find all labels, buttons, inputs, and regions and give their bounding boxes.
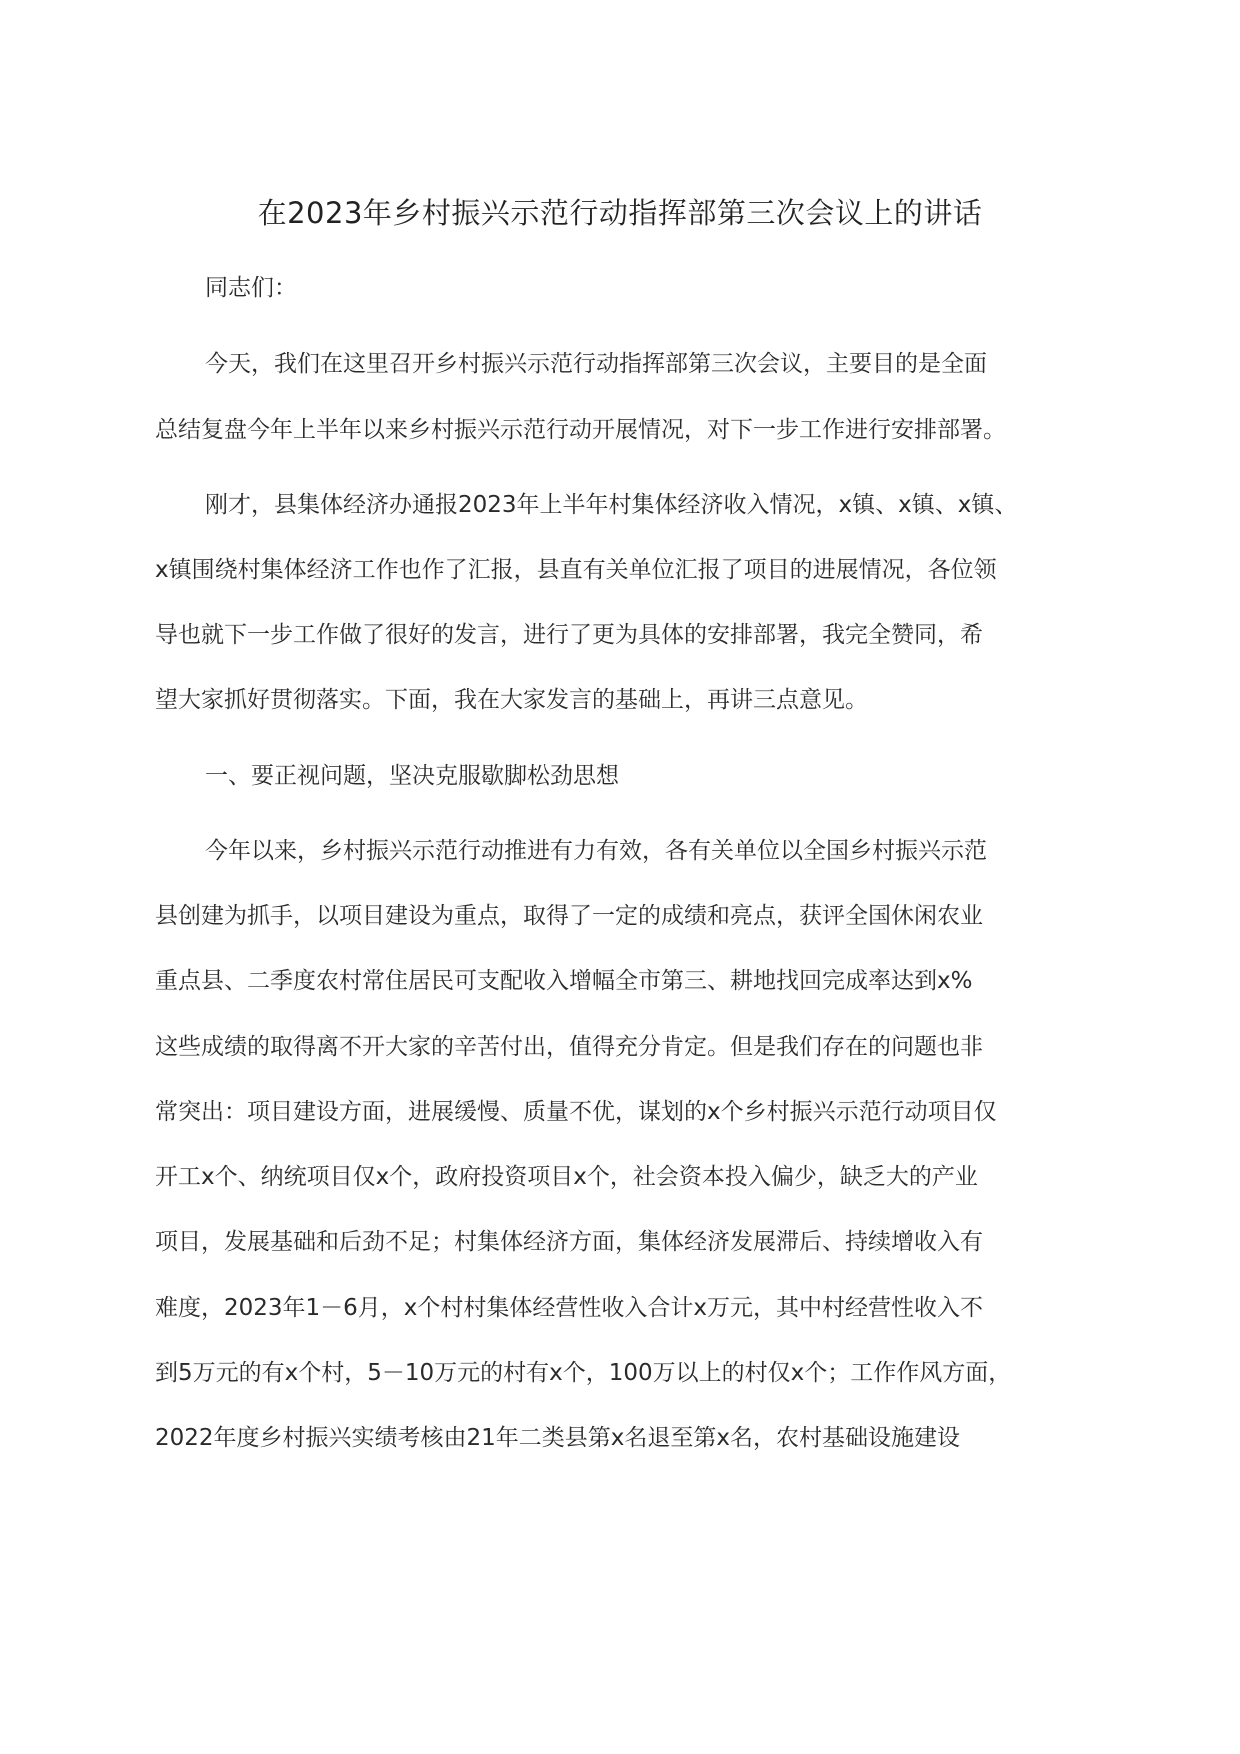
document-title: 在2023年乡村振兴示范行动指挥部第三次会议上的讲话 [257, 196, 983, 230]
paragraph-line: 难度，2023年1－6月，x个村村集体经营性收入合计x万元，其中村经营性收入不 [155, 1295, 984, 1321]
paragraph-line: 今年以来，乡村振兴示范行动推进有力有效，各有关单位以全国乡村振兴示范 [205, 838, 987, 864]
paragraph-line: x镇围绕村集体经济工作也作了汇报，县直有关单位汇报了项目的进展情况，各位领 [155, 557, 997, 583]
paragraph-line: 刚才，县集体经济办通报2023年上半年村集体经济收入情况，x镇、x镇、x镇、 [205, 492, 1018, 518]
paragraph-line: 项目，发展基础和后劲不足；村集体经济方面，集体经济发展滞后、持续增收入有 [155, 1229, 983, 1255]
section-heading: 一、要正视问题，坚决克服歇脚松劲思想 [205, 763, 619, 789]
paragraph-line: 今天，我们在这里召开乡村振兴示范行动指挥部第三次会议，主要目的是全面 [205, 351, 987, 377]
paragraph-line: 望大家抓好贯彻落实。下面，我在大家发言的基础上，再讲三点意见。 [155, 687, 868, 713]
paragraph-line: 2022年度乡村振兴实绩考核由21年二类县第x名退至第x名，农村基础设施建设 [155, 1425, 961, 1451]
paragraph-line: 重点县、二季度农村常住居民可支配收入增幅全市第三、耕地找回完成率达到x% [155, 968, 973, 994]
paragraph-line: 县创建为抓手，以项目建设为重点，取得了一定的成绩和亮点，获评全国休闲农业 [155, 903, 983, 929]
paragraph-line: 常突出：项目建设方面，进展缓慢、质量不优，谋划的x个乡村振兴示范行动项目仅 [155, 1099, 997, 1125]
paragraph-line: 导也就下一步工作做了很好的发言，进行了更为具体的安排部署，我完全赞同，希 [155, 622, 983, 648]
paragraph-line: 开工x个、纳统项目仅x个，政府投资项目x个，社会资本投入偏少，缺乏大的产业 [155, 1164, 978, 1190]
paragraph-line: 总结复盘今年上半年以来乡村振兴示范行动开展情况，对下一步工作进行安排部署。 [155, 417, 1006, 443]
salutation: 同志们： [205, 275, 297, 301]
paragraph-line: 到5万元的有x个村，5－10万元的村有x个，100万以上的村仅x个；工作作风方面， [155, 1360, 1012, 1386]
paragraph-line: 这些成绩的取得离不开大家的辛苦付出，值得充分肯定。但是我们存在的问题也非 [155, 1034, 983, 1060]
